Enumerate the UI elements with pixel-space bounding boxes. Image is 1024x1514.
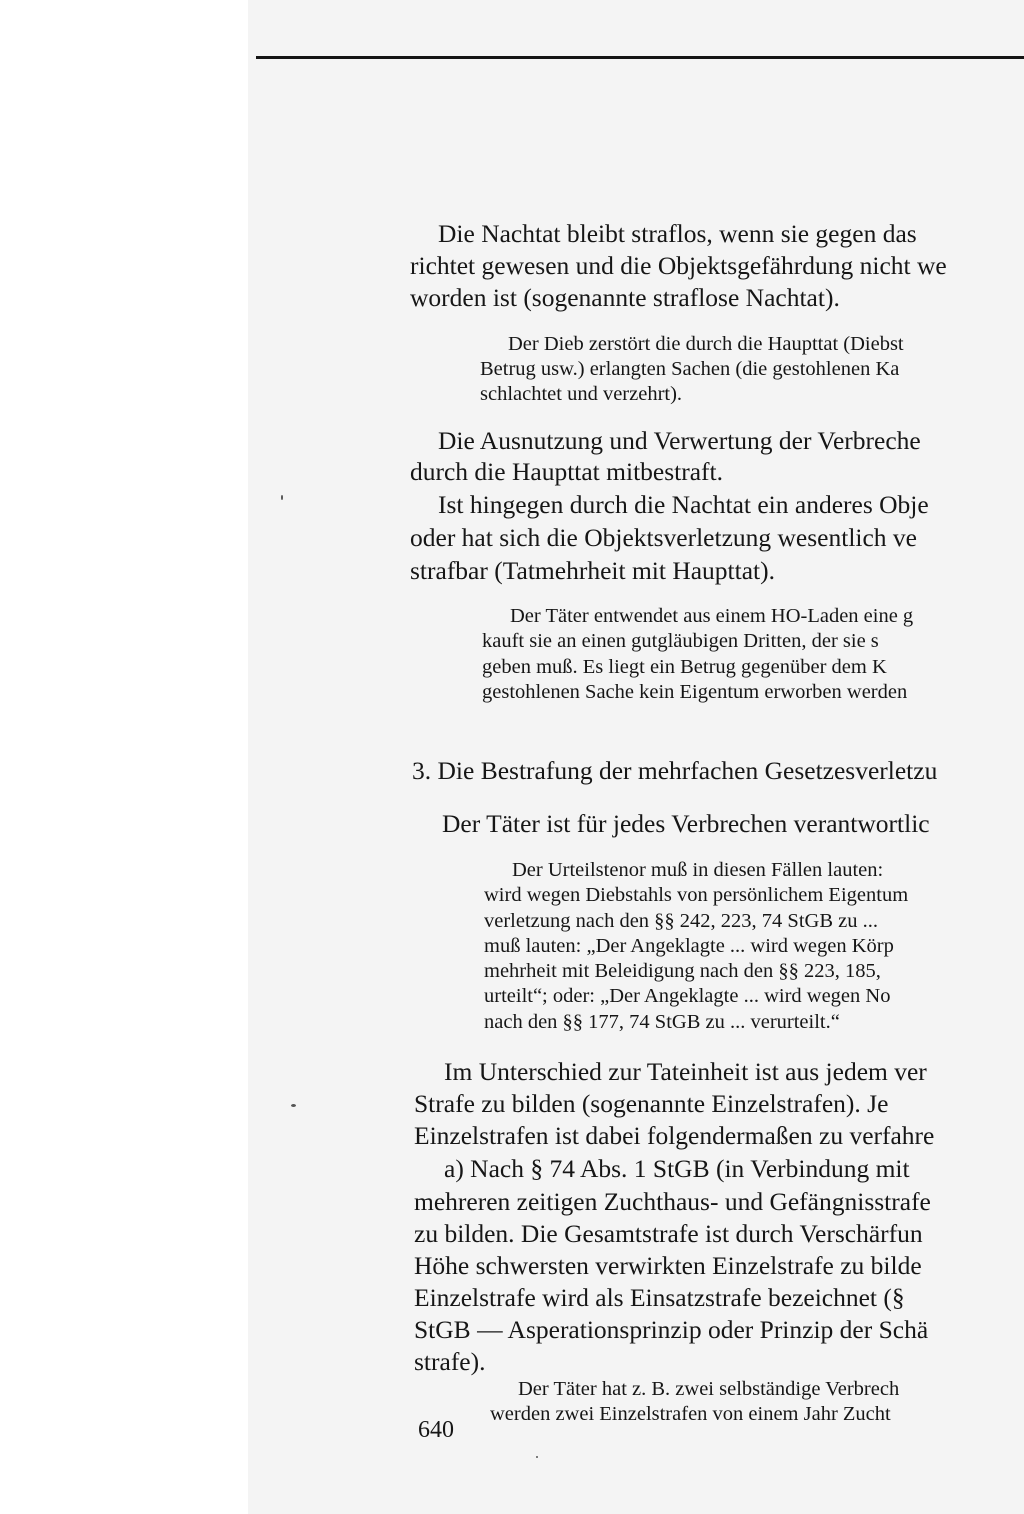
text-line: zu bilden. Die Gesamtstrafe ist durch Verschärfun	[414, 1219, 923, 1248]
scan-speck	[291, 1104, 296, 1107]
example-line: verletzung nach den §§ 242, 223, 74 StGB zu ...	[484, 910, 878, 932]
text-line: worden ist (sogenannte straflose Nachtat).	[410, 283, 840, 312]
text-line: Einzelstrafe wird als Einsatzstrafe bezeichnet (§	[414, 1283, 905, 1312]
text-line: Ist hingegen durch die Nachtat ein anderes Obje	[438, 490, 929, 519]
text-line: oder hat sich die Objektsverletzung wesentlich ve	[410, 523, 917, 552]
header-rule	[256, 56, 1024, 59]
scan-speck	[281, 495, 283, 500]
example-line: muß lauten: „Der Angeklagte ... wird wegen Körp	[484, 935, 894, 957]
example-line: nach den §§ 177, 74 StGB zu ... verurteilt.“	[484, 1011, 840, 1033]
text-line: Der Täter ist für jedes Verbrechen verantwortlic	[442, 809, 930, 838]
text-line: richtet gewesen und die Objektsgefährdung nicht we	[410, 251, 947, 280]
example-line: Der Dieb zerstört die durch die Haupttat (Diebst	[508, 333, 904, 355]
example-line: gestohlenen Sache kein Eigentum erworben werden	[482, 681, 908, 703]
example-line: Der Urteilstenor muß in diesen Fällen lauten:	[512, 859, 884, 881]
example-line: kauft sie an einen gutgläubigen Dritten, der sie s	[482, 630, 879, 652]
text-line: a) Nach § 74 Abs. 1 StGB (in Verbindung mit	[444, 1154, 910, 1183]
text-line: Einzelstrafen ist dabei folgendermaßen zu verfahre	[414, 1121, 935, 1150]
section-heading: 3. Die Bestrafung der mehrfachen Gesetzesverletzu	[412, 756, 938, 785]
example-line: werden zwei Einzelstrafen von einem Jahr Zucht	[490, 1403, 891, 1425]
text-line: Im Unterschied zur Tateinheit ist aus jedem ver	[444, 1057, 927, 1086]
example-line: urteilt“; oder: „Der Angeklagte ... wird wegen No	[484, 985, 891, 1007]
example-line: schlachtet und verzehrt).	[480, 383, 683, 405]
text-line: durch die Haupttat mitbestraft.	[410, 457, 723, 486]
example-line: geben muß. Es liegt ein Betrug gegenüber dem K	[482, 656, 887, 678]
example-line: Der Täter hat z. B. zwei selbständige Verbrech	[518, 1378, 900, 1400]
text-line: StGB — Asperationsprinzip oder Prinzip der Schä	[414, 1315, 929, 1344]
page-number: 640	[418, 1417, 454, 1443]
text-line: Höhe schwersten verwirkten Einzelstrafe zu bilde	[414, 1251, 922, 1280]
example-line: Der Täter entwendet aus einem HO-Laden eine g	[510, 605, 914, 627]
example-line: Betrug usw.) erlangten Sachen (die gestohlenen Ka	[480, 358, 900, 380]
text-line: strafbar (Tatmehrheit mit Haupttat).	[410, 556, 775, 585]
scan-speck	[536, 1456, 538, 1458]
text-line: Die Nachtat bleibt straflos, wenn sie gegen das	[438, 219, 917, 248]
text-line: mehreren zeitigen Zuchthaus- und Gefängnisstrafe	[414, 1187, 931, 1216]
example-line: mehrheit mit Beleidigung nach den §§ 223, 185,	[484, 960, 881, 982]
text-line: Strafe zu bilden (sogenannte Einzelstrafen). Je	[414, 1089, 889, 1118]
text-line: Die Ausnutzung und Verwertung der Verbreche	[438, 426, 921, 455]
example-line: wird wegen Diebstahls von persönlichem Eigentum	[484, 884, 909, 906]
text-line: strafe).	[414, 1347, 486, 1376]
